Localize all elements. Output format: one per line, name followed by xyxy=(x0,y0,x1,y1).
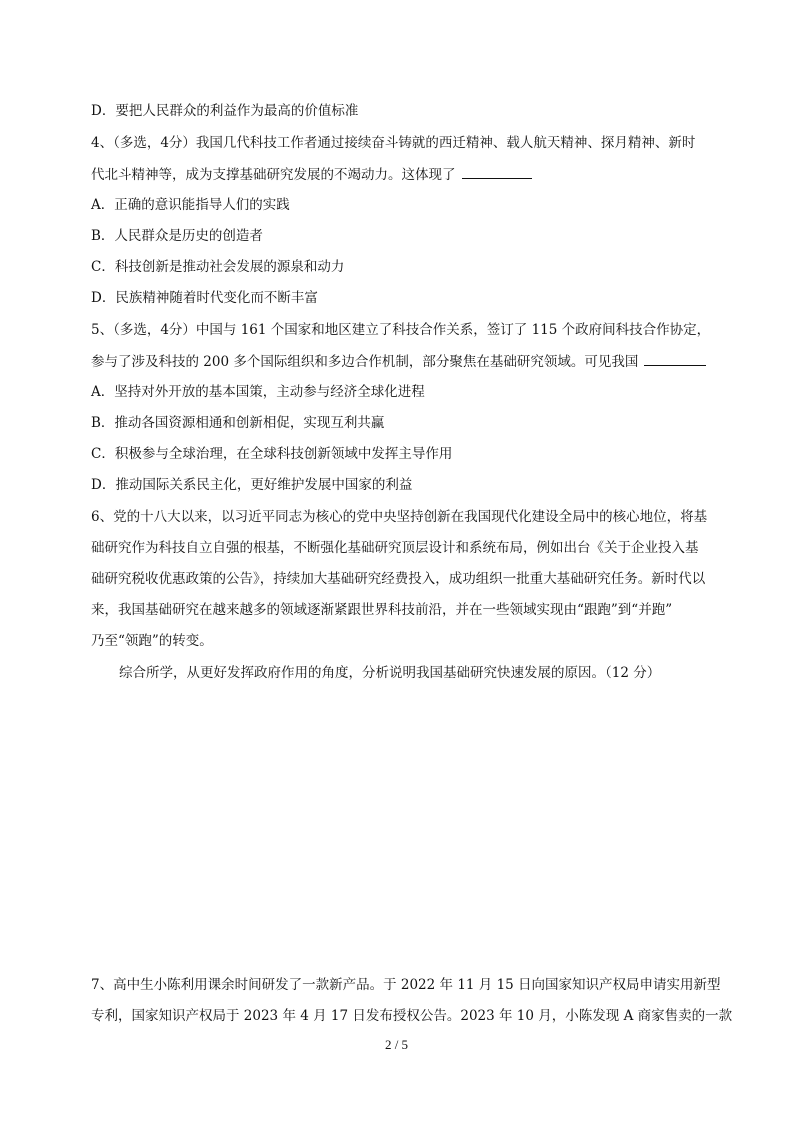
q4-stem-line1: 4、（多选，4分）我国几代科技工作者通过接续奋斗铸就的西迁精神、载人航天精神、探月精神、新时 xyxy=(91,135,696,151)
q5-option-a: A．坚持对外开放的基本国策，主动参与经济全球化进程 xyxy=(91,384,425,400)
q4-option-b: B．人民群众是历史的创造者 xyxy=(91,228,263,244)
q5-option-c: C．积极参与全球治理，在全球科技创新领域中发挥主导作用 xyxy=(91,446,453,462)
q4-option-a: A．正确的意识能指导人们的实践 xyxy=(91,197,290,213)
q6-stem-line5: 乃至“领跑”的转变。 xyxy=(91,633,213,649)
answer-blank xyxy=(644,351,706,366)
q4-option-d: D．民族精神随着时代变化而不断丰富 xyxy=(91,290,318,306)
q5-option-b: B．推动各国资源相通和创新相促，实现互利共赢 xyxy=(91,415,385,431)
answer-blank xyxy=(462,164,532,179)
q4-option-c: C．科技创新是推动社会发展的源泉和动力 xyxy=(91,259,345,275)
q6-stem-line3: 础研究税收优惠政策的公告》，持续加大基础研究经费投入，成功组织一批重大基础研究任务。新时代以 xyxy=(91,571,706,587)
q6-stem-line1: 6、党的十八大以来，以习近平同志为核心的党中央坚持创新在我国现代化建设全局中的核心地位，将基 xyxy=(91,509,708,525)
page-number: 2 / 5 xyxy=(384,1037,409,1052)
q5-option-d: D．推动国际关系民主化，更好维护发展中国家的利益 xyxy=(91,477,413,493)
q6-prompt: 综合所学，从更好发挥政府作用的角度，分析说明我国基础研究快速发展的原因。（12 分） xyxy=(119,665,661,681)
q6-stem-line2: 础研究作为科技自立自强的根基，不断强化基础研究顶层设计和系统布局，例如出台《关于企业投入基 xyxy=(91,540,699,556)
q3-option-d: D．要把人民群众的利益作为最高的价值标准 xyxy=(91,103,359,119)
q5-stem-line1: 5、（多选，4分）中国与 161 个国家和地区建立了科技合作关系，签订了 115 个政府间科技合作协定， xyxy=(91,322,711,338)
q4-stem-line2: 代北斗精神等，成为支撑基础研究发展的不竭动力。这体现了 xyxy=(91,164,532,185)
q6-stem-line4: 来，我国基础研究在越来越多的领域逐渐紧跟世界科技前沿，并在一些领域实现由“跟跑”到“并跑” xyxy=(91,602,673,618)
q5-stem-line2: 参与了涉及科技的 200 多个国际组织和多边合作机制，部分聚焦在基础研究领域。可见我国 xyxy=(91,351,706,372)
q7-stem-line2: 专利，国家知识产权局于 2023 年 4 月 17 日发布授权公告。2023 年 10 月，小陈发现 A 商家售卖的一款 xyxy=(91,1008,733,1024)
q7-stem-line1: 7、高中生小陈利用课余时间研发了一款新产品。于 2022 年 11 月 15 日向国家知识产权局申请实用新型 xyxy=(91,977,721,993)
